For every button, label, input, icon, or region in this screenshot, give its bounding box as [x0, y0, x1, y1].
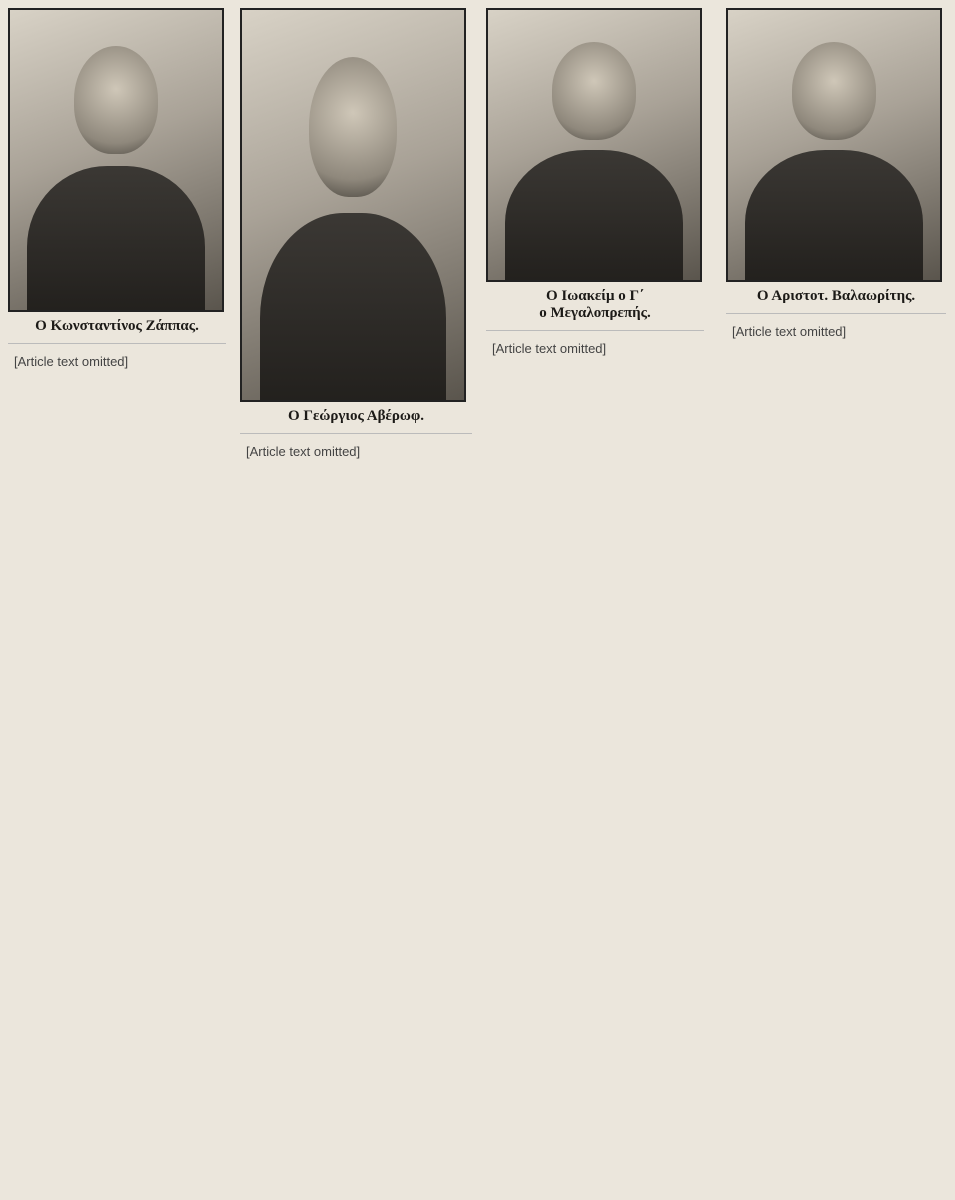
column-1-text: [Article text omitted]: [8, 343, 226, 380]
column-2: [240, 0, 472, 470]
caption-zappas: Ο Κωνσταντίνος Ζάππας.: [35, 318, 199, 334]
column-3-text: [Article text omitted]: [486, 330, 704, 367]
portrait-valaoritis: [726, 8, 942, 282]
caption-averof: Ο Γεώργιος Αβέρωφ.: [287, 408, 425, 424]
column-2-text: [Article text omitted]: [240, 433, 472, 470]
portrait-averof: [240, 8, 466, 402]
portrait-ioakeim: [486, 8, 702, 282]
column-3: [486, 0, 704, 367]
column-4-text: [Article text omitted]: [726, 313, 946, 350]
column-4: [726, 0, 946, 350]
column-1: [8, 0, 226, 380]
portrait-zappas: [8, 8, 224, 312]
caption-valaoritis: Ο Αριστοτ. Βαλαωρίτης.: [756, 288, 916, 304]
caption-ioakeim: Ο Ιωακείμ ο Γ΄ ο Μεγαλοπρεπής.: [539, 288, 651, 321]
